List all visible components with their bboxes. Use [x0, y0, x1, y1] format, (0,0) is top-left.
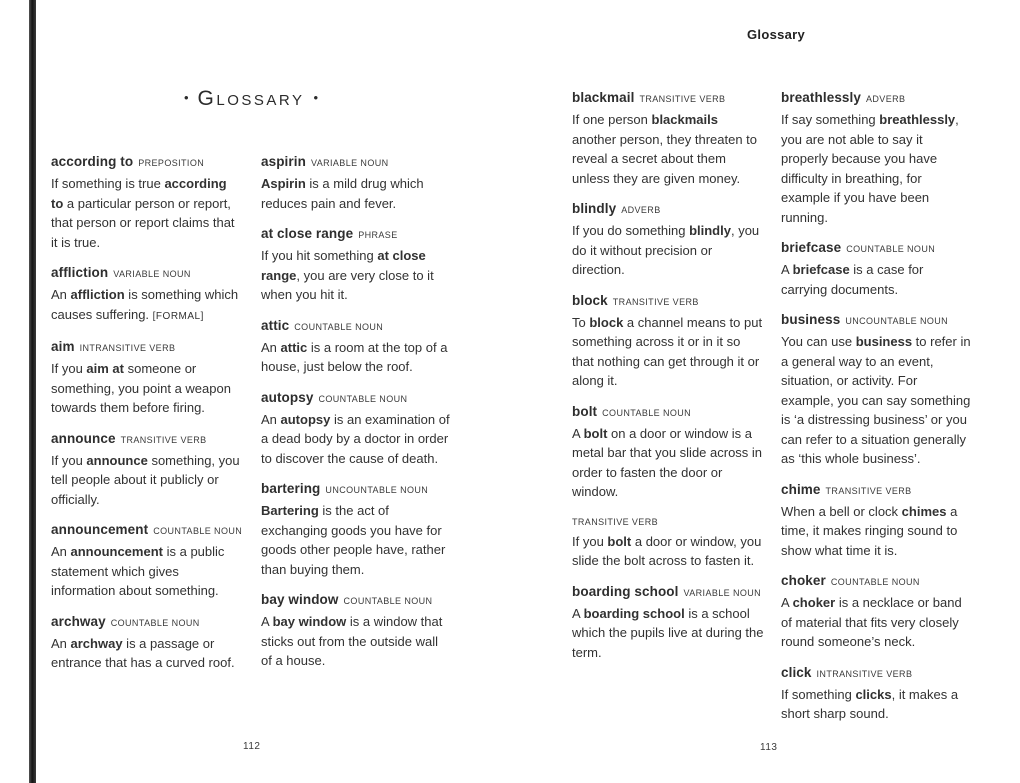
entry-definition — [572, 110, 764, 188]
definition-text: A — [781, 262, 793, 277]
definition-text: , you are very close to it when you hit it. — [261, 267, 434, 302]
entry-headword: choker — [781, 573, 826, 588]
entry-headword-line — [261, 224, 451, 245]
definition-text: is a case for carrying documents. — [781, 262, 924, 297]
definition-term: archway — [70, 635, 123, 651]
glossary-column — [261, 152, 451, 684]
definition-register-label: [FORMAL] — [152, 310, 204, 322]
definition-term: clicks — [855, 686, 892, 702]
title-bullet-icon: • — [183, 90, 189, 105]
definition-term: choker — [792, 595, 836, 610]
glossary-entry — [51, 520, 241, 601]
definition-text: An — [51, 544, 71, 559]
entry-pos-label: COUNTABLE NOUN — [110, 617, 200, 628]
entry-headword: announce — [51, 430, 116, 446]
definition-text: is a necklace or band of material that fits very closely round someone’s neck. — [781, 595, 962, 649]
definition-text: to refer in a general way to an event, situation, or activity. For example, you can say something is ‘a distressing business’ or you can refer to a situation generally as ‘this whole business’. — [781, 334, 971, 466]
entry-pos-label: COUNTABLE NOUN — [830, 577, 920, 587]
definition-text: , you are not able to say it properly because you have difficulty in breathing, for example if you have been running. — [781, 112, 959, 225]
entry-headword-line — [572, 199, 764, 220]
definition-text: If you — [572, 533, 608, 549]
entry-pos-label: ADVERB — [621, 205, 661, 215]
entry-headword: blindly — [572, 201, 617, 216]
entry-pos-label: COUNTABLE NOUN — [602, 407, 692, 418]
definition-text: An — [261, 339, 281, 355]
definition-text: A — [572, 605, 584, 621]
entry-pos-label: TRANSITIVE VERB — [825, 485, 912, 496]
entry-definition — [261, 612, 451, 671]
definition-text: is a mild drug which reduces pain and fever. — [261, 176, 424, 211]
definition-text: is the act of exchanging goods you have for goods other people have, rather than buying them. — [261, 503, 446, 577]
entry-definition — [781, 332, 973, 469]
definition-text: To — [572, 314, 590, 330]
definition-term: chimes — [901, 503, 947, 519]
entry-definition — [51, 634, 241, 673]
glossary-entry — [572, 199, 764, 280]
entry-headword: chime — [781, 481, 821, 497]
definition-text: is an examination of a dead body by a doctor in order to discover the cause of death. — [261, 411, 450, 466]
entry-definition — [261, 174, 451, 213]
glossary-entry — [572, 582, 764, 663]
definition-text: You can use — [781, 334, 856, 349]
glossary-entry — [572, 402, 764, 571]
entry-pos-label: COUNTABLE NOUN — [343, 596, 433, 606]
entry-headword: at close range — [261, 226, 354, 241]
glossary-entry — [781, 571, 973, 652]
definition-text: a channel means to put something across it or in it so that nothing can get through it or along it. — [572, 314, 763, 388]
entry-pos-label: PHRASE — [358, 230, 398, 240]
entry-definition — [572, 221, 764, 280]
entry-pos-label: TRANSITIVE VERB — [612, 296, 699, 307]
entry-pos-label: PREPOSITION — [138, 158, 205, 168]
entry-headword: announcement — [51, 522, 149, 537]
page-number-left: 112 — [243, 741, 261, 752]
entry-headword-line — [51, 263, 241, 284]
entry-headword: blackmail — [572, 90, 635, 105]
entry-headword: breathlessly — [781, 90, 861, 105]
entry-pos-label: TRANSITIVE VERB — [639, 94, 726, 104]
definition-text: If you hit something — [261, 248, 378, 263]
entry-definition — [51, 542, 241, 601]
definition-text: A — [781, 595, 793, 610]
definition-term: aim at — [86, 361, 124, 376]
definition-term: business — [855, 334, 913, 349]
entry-pos-label: COUNTABLE NOUN — [294, 321, 384, 332]
entry-headword-line — [781, 480, 973, 501]
glossary-entry — [51, 612, 241, 673]
glossary-column — [572, 88, 764, 735]
definition-term: Aspirin — [261, 176, 306, 191]
entry-pos-label: INTRANSITIVE VERB — [79, 343, 176, 353]
definition-text: another person, they threaten to reveal a secret about them unless they are given money. — [572, 131, 758, 186]
definition-term: autopsy — [280, 411, 331, 427]
definition-text: If one person — [572, 112, 652, 127]
entry-headword-line — [572, 291, 764, 312]
definition-text: A — [572, 425, 584, 441]
definition-text: on a door or window is a metal bar that you slide across in order to fasten the door or window. — [572, 425, 763, 499]
entry-headword-line — [51, 152, 241, 173]
entry-headword-line — [261, 388, 451, 409]
glossary-entry — [261, 316, 451, 377]
entry-definition — [572, 604, 764, 663]
definition-text: If something — [781, 686, 856, 702]
entry-headword-line — [51, 429, 241, 450]
entry-headword-line — [781, 88, 973, 109]
definition-text: is a school which the pupils live at during the term. — [572, 605, 764, 660]
definition-text: is a room at the top of a house, just below the roof. — [261, 339, 448, 374]
entry-headword: bay window — [261, 592, 339, 607]
glossary-entry — [261, 152, 451, 213]
definition-term: briefcase — [792, 262, 850, 277]
entry-headword-line — [781, 663, 973, 684]
entry-definition — [781, 685, 973, 724]
definition-text: A — [261, 614, 273, 629]
entry-definition — [572, 532, 764, 571]
entry-headword-line — [261, 590, 451, 611]
definition-text: If something is true — [51, 176, 165, 191]
entry-headword: attic — [261, 317, 290, 333]
definition-text: a particular person or report, that person or report claims that it is true. — [51, 195, 235, 250]
entry-headword-line — [572, 582, 764, 603]
definition-term: breathlessly — [879, 112, 956, 127]
entry-headword: boarding school — [572, 583, 679, 599]
entry-definition — [261, 410, 451, 469]
definition-text: something, you tell people about it publicly or officially. — [51, 452, 240, 507]
entry-headword: archway — [51, 613, 106, 629]
glossary-entry — [781, 88, 973, 227]
entry-headword: click — [781, 664, 812, 680]
entry-pos-label: TRANSITIVE VERB — [572, 516, 659, 527]
definition-term: blackmails — [651, 112, 718, 127]
definition-text: If you do something — [572, 223, 690, 238]
entry-definition — [781, 260, 973, 299]
definition-text: is something which causes suffering. — [51, 287, 239, 322]
entry-definition — [51, 451, 241, 510]
glossary-entry — [781, 310, 973, 469]
entry-headword: briefcase — [781, 240, 842, 255]
definition-term: according to — [51, 176, 227, 211]
glossary-entry — [781, 663, 973, 724]
definition-text: a time, it makes ringing sound to show what time it is. — [781, 503, 958, 558]
definition-term: bolt — [607, 533, 632, 549]
entry-pos-label: VARIABLE NOUN — [683, 587, 762, 598]
entry-headword: according to — [51, 154, 134, 169]
definition-term: blindly — [689, 223, 731, 238]
glossary-entry — [261, 388, 451, 469]
entry-headword-line — [572, 88, 764, 109]
entry-pos-label: TRANSITIVE VERB — [120, 434, 207, 445]
entry-definition — [261, 501, 451, 579]
glossary-entry — [572, 88, 764, 188]
definition-term: announce — [86, 452, 148, 468]
glossary-page-title — [51, 87, 451, 111]
entry-definition — [781, 502, 973, 561]
entry-headword: aim — [51, 339, 75, 354]
entry-pos-label: INTRANSITIVE VERB — [816, 668, 913, 679]
definition-text: An — [51, 287, 71, 302]
entry-headword-line — [781, 238, 973, 259]
definition-text: a door or window, you slide the bolt across to fasten it. — [572, 533, 762, 568]
entry-headword: block — [572, 292, 608, 308]
right-page-columns — [572, 88, 973, 735]
definition-term: boarding school — [583, 605, 685, 621]
definition-term: announcement — [70, 544, 163, 559]
definition-text: If you — [51, 452, 87, 468]
entry-pos-label: COUNTABLE NOUN — [153, 526, 243, 536]
definition-text: is a window that sticks out from the outside wall of a house. — [261, 614, 443, 668]
scanned-page-edge — [29, 0, 36, 783]
entry-headword: affliction — [51, 265, 109, 280]
entry-definition — [261, 338, 451, 377]
entry-headword: bolt — [572, 403, 598, 419]
entry-headword: bartering — [261, 481, 321, 496]
entry-definition — [781, 110, 973, 227]
entry-pos-label: ADVERB — [866, 94, 906, 104]
definition-text: , you do it without precision or direction. — [572, 223, 760, 277]
title-bullet-icon: • — [313, 90, 319, 105]
glossary-entry — [51, 337, 241, 418]
entry-pos-label: COUNTABLE NOUN — [318, 393, 408, 404]
running-head: Glossary — [747, 27, 806, 42]
entry-definition — [51, 359, 241, 418]
glossary-entry — [781, 480, 973, 561]
definition-text: If you — [51, 361, 87, 376]
definition-term: Bartering — [261, 503, 319, 518]
glossary-entry — [51, 152, 241, 252]
entry-headword: autopsy — [261, 389, 314, 405]
definition-term: affliction — [70, 287, 125, 302]
entry-headword-line — [51, 337, 241, 358]
glossary-column — [51, 152, 241, 684]
definition-text: is a passage or entrance that has a curved roof. — [51, 635, 235, 670]
definition-term: at close range — [261, 248, 426, 283]
entry-definition — [261, 246, 451, 305]
definition-text: is a public statement which gives information about something. — [51, 544, 225, 598]
definition-text: An — [51, 635, 71, 651]
glossary-entry — [261, 224, 451, 305]
entry-pos-label: VARIABLE NOUN — [310, 158, 389, 168]
definition-text: When a bell or clock — [781, 503, 902, 519]
definition-text: An — [261, 411, 281, 427]
entry-headword-line — [261, 316, 451, 337]
glossary-entry — [261, 479, 451, 579]
page-number-right: 113 — [760, 742, 778, 753]
entry-pos-label: COUNTABLE NOUN — [846, 244, 936, 254]
definition-text: someone or something, you point a weapon towards them before firing. — [51, 361, 231, 415]
definition-term: bay window — [272, 614, 347, 629]
entry-definition — [51, 285, 241, 326]
entry-headword-line — [781, 310, 973, 331]
glossary-column — [781, 88, 973, 735]
entry-headword: business — [781, 312, 841, 327]
entry-definition — [572, 424, 764, 502]
entry-headword-line — [261, 152, 451, 173]
entry-extra-sense-line — [572, 512, 764, 531]
entry-definition — [572, 313, 764, 391]
glossary-entry — [261, 590, 451, 671]
glossary-entry — [781, 238, 973, 299]
page-title-text: Glossary — [197, 87, 305, 110]
definition-term: bolt — [583, 425, 608, 441]
glossary-entry — [51, 429, 241, 510]
definition-text: , it makes a short sharp sound. — [781, 686, 959, 721]
entry-headword-line — [51, 612, 241, 633]
definition-term: block — [589, 314, 624, 330]
left-page-columns — [51, 152, 451, 684]
entry-pos-label: VARIABLE NOUN — [113, 269, 191, 279]
glossary-entry — [51, 263, 241, 326]
glossary-entry — [572, 291, 764, 391]
definition-text: If say something — [781, 112, 880, 127]
entry-headword-line — [261, 479, 451, 500]
entry-headword-line — [572, 402, 764, 423]
entry-pos-label: UNCOUNTABLE NOUN — [325, 485, 429, 495]
entry-headword-line — [51, 520, 241, 541]
entry-pos-label: UNCOUNTABLE NOUN — [845, 316, 949, 326]
entry-definition — [781, 593, 973, 652]
entry-definition — [51, 174, 241, 252]
entry-headword-line — [781, 571, 973, 592]
definition-term: attic — [280, 339, 308, 355]
entry-headword: aspirin — [261, 154, 306, 169]
